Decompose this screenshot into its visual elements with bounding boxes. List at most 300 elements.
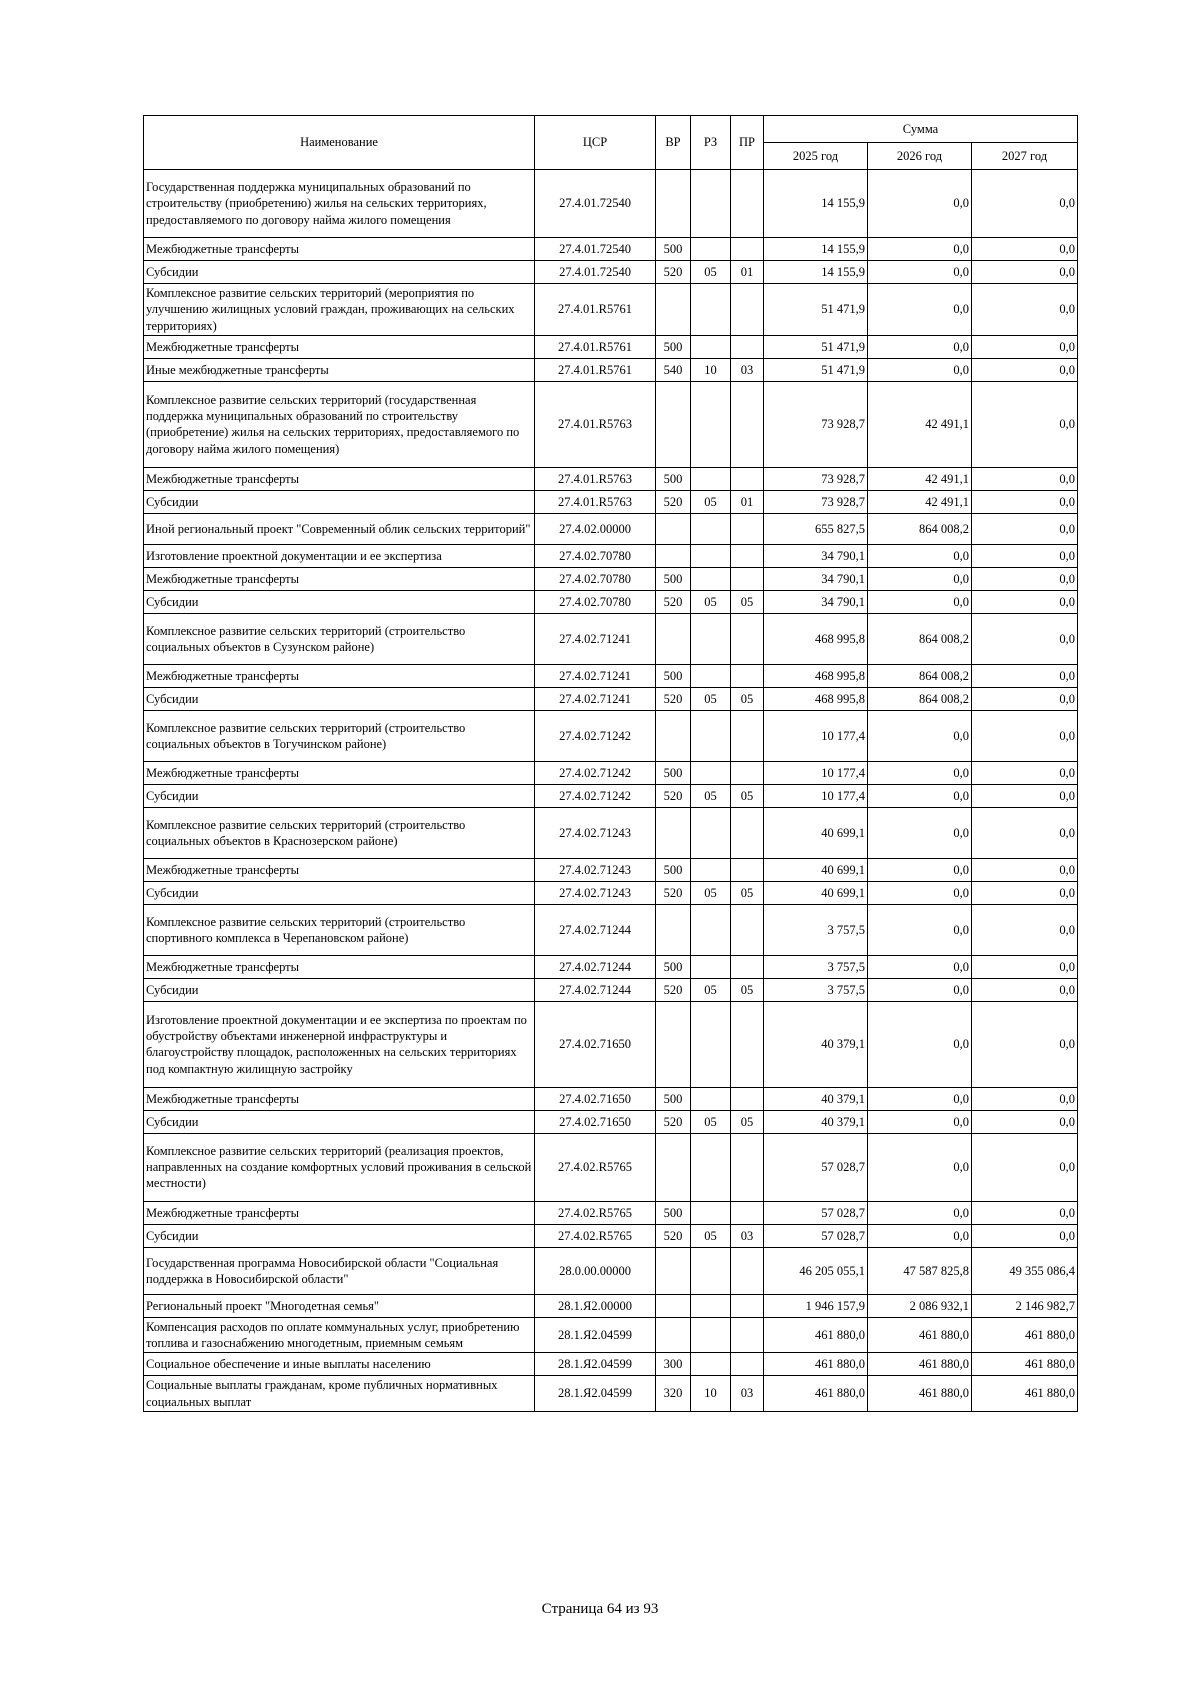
row-code: 28.0.00.00000 [535,1247,656,1294]
row-sum-2027: 49 355 086,4 [972,1247,1078,1294]
row-name: Социальное обеспечение и иные выплаты населению [144,1353,535,1376]
row-sum-2027: 2 146 982,7 [972,1294,1078,1317]
row-vr [656,613,691,664]
row-sum-2026: 461 880,0 [868,1317,972,1353]
row-sum-2026: 42 491,1 [868,467,972,490]
row-sum-2027: 0,0 [972,904,1078,955]
row-vr: 320 [656,1376,691,1412]
row-name: Межбюджетные трансферты [144,467,535,490]
budget-table [143,115,1078,1412]
row-name: Иной региональный проект "Современный облик сельских территорий" [144,513,535,544]
row-sum-2025: 3 757,5 [764,955,868,978]
row-name: Субсидии [144,978,535,1001]
row-sum-2026: 0,0 [868,1087,972,1110]
row-pr [731,613,764,664]
row-sum-2027: 0,0 [972,1087,1078,1110]
row-pr: 03 [731,358,764,381]
row-vr [656,1247,691,1294]
row-pr: 01 [731,490,764,513]
row-name: Государственная поддержка муниципальных образований по строительству (приобретению) жилья на сельских территориях, предоставляемого по договору найма жилого помещения [144,170,535,238]
row-pr [731,858,764,881]
row-vr: 500 [656,1087,691,1110]
row-code: 27.4.02.71243 [535,881,656,904]
row-sum-2026: 0,0 [868,710,972,761]
row-sum-2027: 0,0 [972,335,1078,358]
table-row [144,238,1078,261]
table-row [144,784,1078,807]
table-row [144,284,1078,336]
row-code: 27.4.02.71241 [535,687,656,710]
row-sum-2025: 46 205 055,1 [764,1247,868,1294]
row-name: Межбюджетные трансферты [144,955,535,978]
row-rz [691,381,731,467]
table-row [144,978,1078,1001]
row-code: 27.4.01.72540 [535,170,656,238]
row-sum-2027: 461 880,0 [972,1376,1078,1412]
row-vr: 500 [656,238,691,261]
row-vr: 500 [656,955,691,978]
row-code: 27.4.01.R5761 [535,358,656,381]
row-name: Региональный проект "Многодетная семья" [144,1294,535,1317]
row-vr [656,1133,691,1201]
row-sum-2025: 14 155,9 [764,238,868,261]
row-sum-2025: 40 699,1 [764,881,868,904]
table-row [144,544,1078,567]
row-sum-2027: 0,0 [972,664,1078,687]
row-rz [691,807,731,858]
row-pr: 05 [731,687,764,710]
row-vr [656,170,691,238]
row-rz: 10 [691,358,731,381]
row-sum-2027: 0,0 [972,1110,1078,1133]
row-name: Комплексное развитие сельских территорий (мероприятия по улучшению жилищных условий граждан, проживающих на сельских территориях) [144,284,535,336]
row-sum-2026: 461 880,0 [868,1376,972,1412]
row-sum-2026: 0,0 [868,1110,972,1133]
row-pr [731,567,764,590]
row-pr [731,1247,764,1294]
row-sum-2027: 0,0 [972,381,1078,467]
table-row [144,858,1078,881]
row-vr: 500 [656,467,691,490]
row-sum-2025: 51 471,9 [764,335,868,358]
table-row [144,1110,1078,1133]
row-vr: 520 [656,490,691,513]
row-sum-2027: 0,0 [972,544,1078,567]
row-code: 27.4.01.72540 [535,238,656,261]
row-rz [691,955,731,978]
row-pr [731,807,764,858]
header-pr: ПР [731,116,764,170]
row-code: 27.4.02.71243 [535,807,656,858]
row-code: 27.4.01.R5763 [535,490,656,513]
row-vr [656,1317,691,1353]
row-name: Межбюджетные трансферты [144,335,535,358]
row-name: Комплексное развитие сельских территорий (строительство спортивного комплекса в Черепановском районе) [144,904,535,955]
row-sum-2026: 0,0 [868,358,972,381]
row-rz [691,664,731,687]
row-sum-2027: 0,0 [972,1133,1078,1201]
table-row [144,955,1078,978]
row-rz: 05 [691,490,731,513]
row-name: Межбюджетные трансферты [144,761,535,784]
row-sum-2027: 0,0 [972,784,1078,807]
row-code: 27.4.02.71244 [535,978,656,1001]
row-code: 27.4.02.70780 [535,590,656,613]
row-sum-2025: 34 790,1 [764,590,868,613]
row-sum-2025: 40 379,1 [764,1001,868,1087]
row-sum-2027: 0,0 [972,881,1078,904]
table-row [144,1224,1078,1247]
row-name: Субсидии [144,881,535,904]
row-name: Межбюджетные трансферты [144,567,535,590]
row-code: 27.4.02.R5765 [535,1224,656,1247]
row-sum-2027: 0,0 [972,513,1078,544]
row-code: 27.4.02.71243 [535,858,656,881]
row-sum-2025: 51 471,9 [764,284,868,336]
row-sum-2027: 0,0 [972,807,1078,858]
row-name: Комплексное развитие сельских территорий (строительство социальных объектов в Краснозерском районе) [144,807,535,858]
row-rz [691,567,731,590]
row-sum-2026: 0,0 [868,1201,972,1224]
table-row [144,761,1078,784]
row-code: 27.4.02.71650 [535,1001,656,1087]
row-sum-2027: 0,0 [972,467,1078,490]
row-sum-2025: 461 880,0 [764,1317,868,1353]
row-rz: 05 [691,881,731,904]
row-sum-2027: 0,0 [972,613,1078,664]
row-code: 27.4.02.71241 [535,664,656,687]
row-pr [731,1087,764,1110]
row-sum-2025: 655 827,5 [764,513,868,544]
row-vr: 500 [656,335,691,358]
row-rz [691,513,731,544]
row-sum-2027: 461 880,0 [972,1353,1078,1376]
row-code: 28.1.Я2.04599 [535,1376,656,1412]
row-rz [691,1133,731,1201]
row-sum-2026: 0,0 [868,858,972,881]
row-vr: 520 [656,261,691,284]
row-sum-2026: 0,0 [868,1001,972,1087]
row-vr: 500 [656,761,691,784]
header-rz: РЗ [691,116,731,170]
row-rz [691,1201,731,1224]
row-code: 27.4.02.00000 [535,513,656,544]
row-sum-2027: 461 880,0 [972,1317,1078,1353]
row-pr [731,1317,764,1353]
page-number: Страница 64 из 93 [541,1601,659,1617]
row-sum-2027: 0,0 [972,261,1078,284]
row-sum-2025: 40 699,1 [764,807,868,858]
row-vr: 520 [656,784,691,807]
row-sum-2026: 0,0 [868,335,972,358]
row-code: 27.4.01.R5763 [535,467,656,490]
row-sum-2027: 0,0 [972,710,1078,761]
table-row [144,1317,1078,1353]
table-row [144,1294,1078,1317]
row-rz: 05 [691,590,731,613]
row-code: 27.4.02.70780 [535,544,656,567]
row-code: 27.4.02.71242 [535,784,656,807]
row-name: Иные межбюджетные трансферты [144,358,535,381]
row-code: 27.4.02.71241 [535,613,656,664]
row-code: 27.4.02.71650 [535,1087,656,1110]
row-rz: 05 [691,1224,731,1247]
table-row [144,170,1078,238]
table-row [144,1376,1078,1412]
row-rz [691,170,731,238]
row-vr [656,807,691,858]
row-vr [656,1001,691,1087]
row-name: Комплексное развитие сельских территорий (реализация проектов, направленных на создание комфортных условий проживания в сельской местности) [144,1133,535,1201]
row-vr: 500 [656,567,691,590]
row-sum-2025: 57 028,7 [764,1133,868,1201]
row-sum-2026: 2 086 932,1 [868,1294,972,1317]
table-header [144,116,1078,170]
row-pr: 01 [731,261,764,284]
row-name: Государственная программа Новосибирской области "Социальная поддержка в Новосибирской области" [144,1247,535,1294]
row-sum-2027: 0,0 [972,1201,1078,1224]
table-row [144,1133,1078,1201]
row-sum-2025: 1 946 157,9 [764,1294,868,1317]
row-rz: 05 [691,978,731,1001]
header-year-2026: 2026 год [868,143,972,170]
header-vr: ВР [656,116,691,170]
row-code: 27.4.02.R5765 [535,1133,656,1201]
row-sum-2027: 0,0 [972,284,1078,336]
table-row [144,381,1078,467]
row-name: Субсидии [144,1224,535,1247]
row-name: Изготовление проектной документации и ее экспертиза [144,544,535,567]
row-rz [691,761,731,784]
row-sum-2026: 0,0 [868,761,972,784]
table-row [144,490,1078,513]
row-sum-2026: 0,0 [868,544,972,567]
row-rz [691,858,731,881]
row-sum-2026: 0,0 [868,904,972,955]
header-sum: Сумма [764,116,1078,143]
row-pr [731,1294,764,1317]
row-sum-2026: 0,0 [868,238,972,261]
row-sum-2025: 57 028,7 [764,1201,868,1224]
row-sum-2025: 14 155,9 [764,261,868,284]
row-vr: 500 [656,664,691,687]
row-name: Субсидии [144,784,535,807]
row-code: 27.4.02.71244 [535,904,656,955]
row-vr [656,381,691,467]
row-vr: 500 [656,1201,691,1224]
row-sum-2026: 0,0 [868,955,972,978]
row-sum-2025: 468 995,8 [764,687,868,710]
row-sum-2026: 0,0 [868,1133,972,1201]
row-vr [656,1294,691,1317]
row-rz: 05 [691,687,731,710]
row-code: 27.4.01.R5761 [535,284,656,336]
row-code: 27.4.02.70780 [535,567,656,590]
row-sum-2027: 0,0 [972,858,1078,881]
row-sum-2026: 0,0 [868,1224,972,1247]
row-name: Субсидии [144,490,535,513]
row-rz [691,904,731,955]
row-pr: 05 [731,784,764,807]
table-row [144,904,1078,955]
row-sum-2025: 51 471,9 [764,358,868,381]
row-sum-2025: 57 028,7 [764,1224,868,1247]
row-rz [691,544,731,567]
row-code: 28.1.Я2.04599 [535,1353,656,1376]
row-rz [691,284,731,336]
row-rz [691,335,731,358]
row-sum-2027: 0,0 [972,1224,1078,1247]
row-pr [731,955,764,978]
row-sum-2025: 3 757,5 [764,978,868,1001]
row-sum-2027: 0,0 [972,1001,1078,1087]
row-code: 27.4.01.72540 [535,261,656,284]
row-name: Межбюджетные трансферты [144,238,535,261]
table-row [144,1247,1078,1294]
row-sum-2027: 0,0 [972,238,1078,261]
row-sum-2026: 0,0 [868,807,972,858]
row-code: 28.1.Я2.00000 [535,1294,656,1317]
row-rz [691,1317,731,1353]
row-pr [731,1001,764,1087]
row-sum-2026: 42 491,1 [868,490,972,513]
table-row [144,1087,1078,1110]
table-row [144,687,1078,710]
row-pr [731,761,764,784]
row-rz [691,467,731,490]
row-sum-2026: 0,0 [868,261,972,284]
row-rz [691,613,731,664]
row-sum-2025: 468 995,8 [764,664,868,687]
row-sum-2025: 461 880,0 [764,1353,868,1376]
row-code: 27.4.02.71244 [535,955,656,978]
row-sum-2026: 0,0 [868,284,972,336]
row-sum-2027: 0,0 [972,978,1078,1001]
row-sum-2027: 0,0 [972,567,1078,590]
row-rz [691,710,731,761]
row-vr [656,544,691,567]
row-sum-2025: 73 928,7 [764,467,868,490]
row-code: 27.4.02.71650 [535,1110,656,1133]
row-sum-2026: 0,0 [868,170,972,238]
table-row [144,567,1078,590]
table-row [144,261,1078,284]
row-pr [731,1201,764,1224]
table-row [144,1001,1078,1087]
row-name: Межбюджетные трансферты [144,858,535,881]
row-vr: 540 [656,358,691,381]
row-vr: 520 [656,687,691,710]
table-row [144,710,1078,761]
table-row [144,807,1078,858]
row-rz: 10 [691,1376,731,1412]
row-rz: 05 [691,1110,731,1133]
row-sum-2027: 0,0 [972,687,1078,710]
row-vr: 500 [656,858,691,881]
row-code: 28.1.Я2.04599 [535,1317,656,1353]
row-sum-2025: 34 790,1 [764,544,868,567]
row-pr [731,904,764,955]
row-name: Субсидии [144,261,535,284]
row-sum-2026: 864 008,2 [868,664,972,687]
row-vr: 520 [656,978,691,1001]
table-row [144,664,1078,687]
table-row [144,1201,1078,1224]
row-sum-2027: 0,0 [972,490,1078,513]
header-name: Наименование [144,116,535,170]
row-name: Комплексное развитие сельских территорий (строительство социальных объектов в Сузунском районе) [144,613,535,664]
row-rz [691,1087,731,1110]
row-sum-2027: 0,0 [972,761,1078,784]
row-sum-2027: 0,0 [972,170,1078,238]
row-sum-2025: 14 155,9 [764,170,868,238]
row-name: Межбюджетные трансферты [144,664,535,687]
table-row [144,467,1078,490]
row-sum-2026: 0,0 [868,978,972,1001]
header-year-2025: 2025 год [764,143,868,170]
row-vr: 520 [656,881,691,904]
row-code: 27.4.02.71242 [535,710,656,761]
row-vr: 520 [656,1224,691,1247]
header-code: ЦСР [535,116,656,170]
row-name: Субсидии [144,1110,535,1133]
row-sum-2026: 864 008,2 [868,687,972,710]
row-sum-2025: 40 379,1 [764,1087,868,1110]
row-sum-2026: 47 587 825,8 [868,1247,972,1294]
table-row [144,881,1078,904]
row-rz [691,1294,731,1317]
row-name: Субсидии [144,687,535,710]
row-pr [731,284,764,336]
row-pr: 05 [731,978,764,1001]
row-pr: 03 [731,1224,764,1247]
row-sum-2026: 864 008,2 [868,513,972,544]
row-sum-2027: 0,0 [972,955,1078,978]
row-name: Комплексное развитие сельских территорий (государственная поддержка муниципальных образований по строительству (приобретение) жилья на сельских территориях, предоставляемого по договору найма жилого помещения) [144,381,535,467]
table-row [144,590,1078,613]
row-vr [656,710,691,761]
row-pr [731,467,764,490]
row-sum-2025: 468 995,8 [764,613,868,664]
row-pr [731,238,764,261]
row-code: 27.4.02.71242 [535,761,656,784]
row-code: 27.4.01.R5763 [535,381,656,467]
row-code: 27.4.01.R5761 [535,335,656,358]
table-row [144,335,1078,358]
row-sum-2027: 0,0 [972,590,1078,613]
row-rz: 05 [691,261,731,284]
row-pr [731,335,764,358]
row-sum-2025: 10 177,4 [764,710,868,761]
row-rz [691,1247,731,1294]
row-pr: 03 [731,1376,764,1412]
row-pr [731,544,764,567]
row-name: Социальные выплаты гражданам, кроме публичных нормативных социальных выплат [144,1376,535,1412]
row-pr [731,710,764,761]
row-vr: 520 [656,1110,691,1133]
table-row [144,358,1078,381]
row-sum-2026: 0,0 [868,784,972,807]
row-code: 27.4.02.R5765 [535,1201,656,1224]
row-sum-2025: 40 699,1 [764,858,868,881]
row-vr: 300 [656,1353,691,1376]
row-sum-2025: 40 379,1 [764,1110,868,1133]
header-year-2027: 2027 год [972,143,1078,170]
row-pr [731,170,764,238]
row-sum-2025: 73 928,7 [764,381,868,467]
row-sum-2025: 461 880,0 [764,1376,868,1412]
row-pr: 05 [731,1110,764,1133]
